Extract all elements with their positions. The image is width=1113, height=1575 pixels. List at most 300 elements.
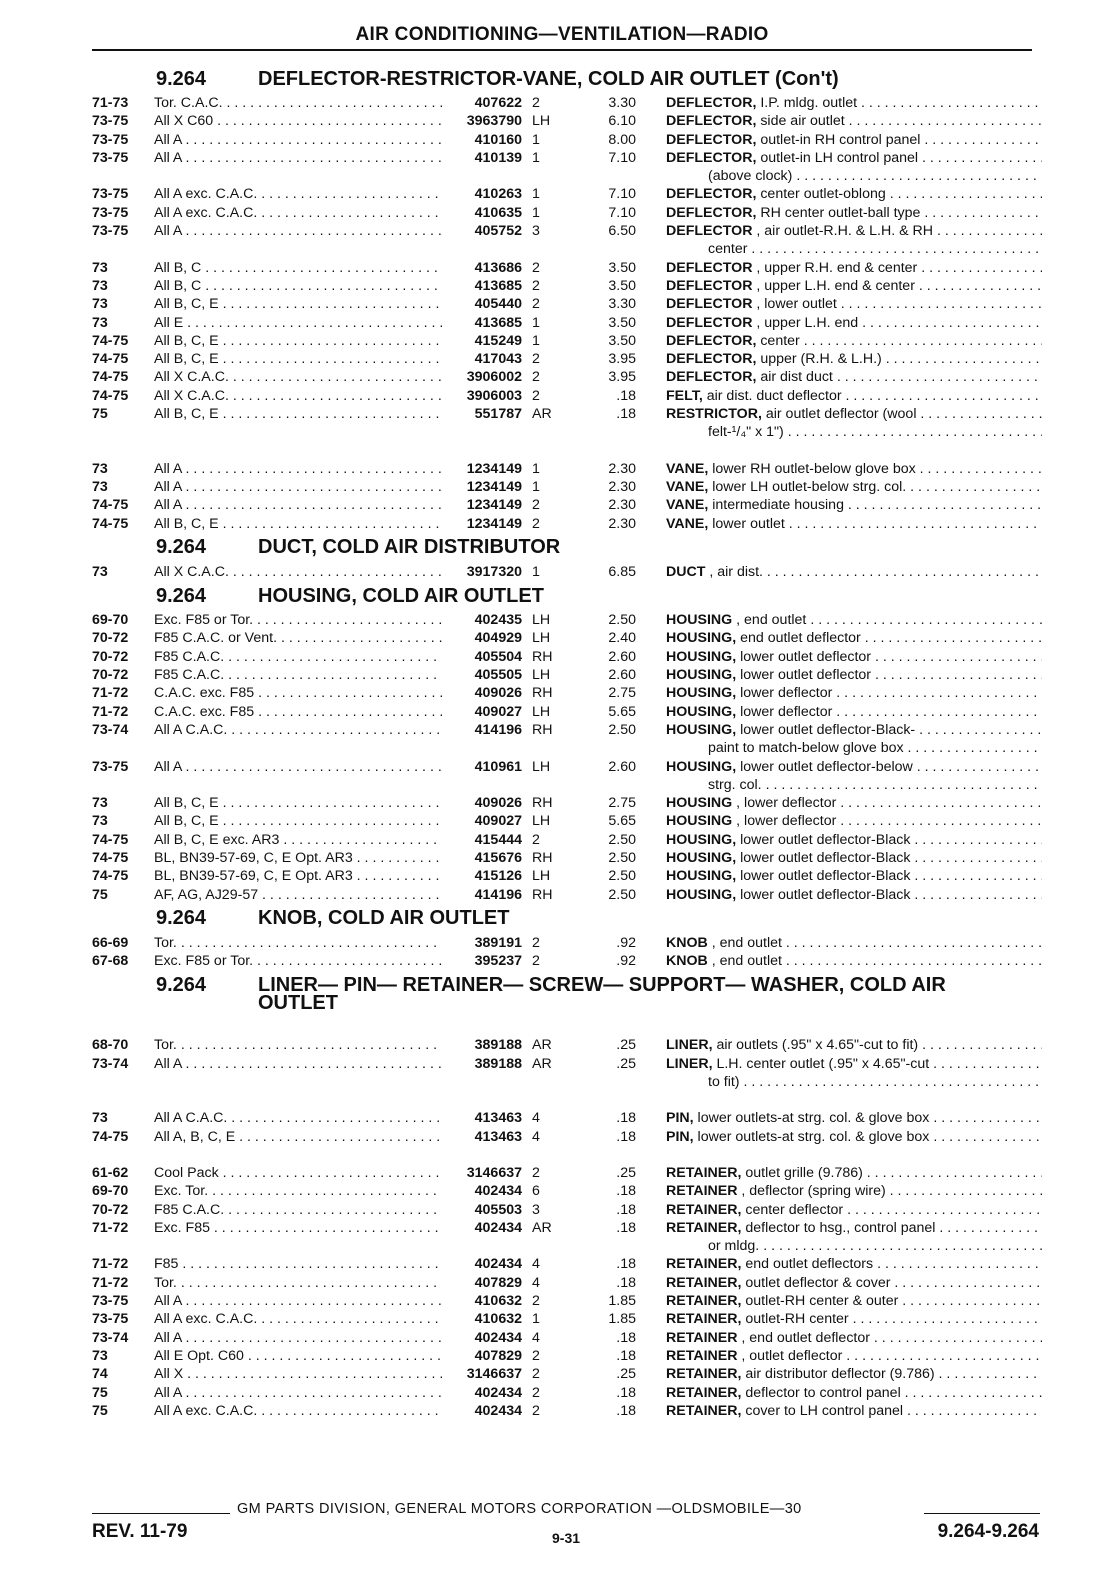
page-number: 9-31 [552,1530,581,1546]
model-text: Tor. [154,1274,177,1291]
description-keyword: HOUSING, [666,886,737,903]
model-text: All B, C, E [154,813,219,830]
model-text: All E [154,314,184,331]
description [636,629,1042,647]
part-row [92,758,1042,776]
empty-cell [154,776,442,794]
part-number: 402434 [474,1256,522,1273]
description-keyword: DEFLECTOR, [666,369,757,386]
description-text: lower outlet deflector-Black [736,831,911,848]
model-text: F85 C.A.C. [154,648,225,665]
price: 2.50 [608,849,636,866]
quantity: 2 [532,1293,540,1310]
model-years: 66-69 [92,934,129,951]
section-title-text: OUTLET [258,992,338,1015]
model-applicability [154,1347,442,1365]
footer-line [92,1501,1040,1523]
description-text: lower LH outlet-below strg. col. [708,478,907,495]
model-applicability [154,952,442,970]
description-keyword: RETAINER [666,1347,738,1364]
description-text: lower outlet deflector-Black- [736,721,916,738]
model-years: 71-72 [92,685,129,702]
row-spacer [92,442,1042,460]
part-number: 414196 [474,721,522,738]
description-continuation [636,776,1042,794]
description-text: , outlet deflector [737,1347,843,1364]
description [636,831,1042,849]
description-text: outlet-RH center [741,1311,849,1328]
description-keyword: VANE, [666,460,709,477]
description-continuation [636,1073,1042,1091]
description-text: lower outlet [708,515,785,532]
description-text: L.H. center outlet (.95" x 4.65"-cut [712,1055,930,1072]
model-text: All A [154,223,182,240]
quantity: RH [532,721,553,738]
model-years: 61-62 [92,1164,129,1181]
quantity: 2 [532,1164,540,1181]
model-applicability [154,204,442,222]
description-text: lower outlet deflector [736,667,872,684]
model-years: 73 [92,460,108,477]
quantity: 1 [532,314,540,331]
model-text: Tor. [154,1037,177,1054]
price: .25 [616,1366,636,1383]
price: 3.95 [608,351,636,368]
description-keyword: VANE, [666,515,709,532]
model-applicability [154,387,442,405]
model-text: All B, C, E [154,406,219,423]
model-applicability [154,666,442,684]
part-number: 407829 [474,1347,522,1364]
parts-listing [92,64,1042,1420]
empty-cell [582,423,636,441]
model-text: All X [154,1366,184,1383]
description-keyword: VANE, [666,478,709,495]
empty-cell [522,739,582,757]
part-number: 3146637 [466,1164,522,1181]
description-continuation-text: to fit) [708,1074,740,1091]
description-keyword: RETAINER, [666,1164,742,1181]
empty-cell [92,739,154,757]
model-applicability [154,849,442,867]
part-row [92,368,1042,386]
part-row [92,131,1042,149]
model-text: All A C.A.C. [154,721,228,738]
part-row [92,1128,1042,1146]
model-text: All A C.A.C. [154,1110,228,1127]
model-text: C.A.C. exc. F85 [154,685,255,702]
model-text: All A [154,131,182,148]
description [636,1402,1042,1420]
price: .18 [616,1128,636,1145]
part-number: 410160 [474,131,522,148]
description-text: center [756,332,800,349]
model-text: BL, BN39-57-69, C, E Opt. AR3 [154,849,353,866]
part-row [92,1329,1042,1347]
part-row [92,1164,1042,1182]
description-keyword: KNOB [666,934,708,951]
row-spacer [92,1146,1042,1164]
model-text: Exc. F85 or Tor. [154,612,254,629]
part-row [92,867,1042,885]
part-row [92,1255,1042,1273]
part-row [92,222,1042,240]
quantity: 2 [532,95,540,111]
price: .18 [616,1274,636,1291]
description-keyword: DEFLECTOR [666,259,753,276]
description-keyword: HOUSING, [666,868,737,885]
model-text: All B, C [154,259,202,276]
part-number: 389188 [474,1055,522,1072]
model-years: 74 [92,1366,108,1383]
part-row [92,794,1042,812]
price: 2.30 [608,460,636,477]
price: .18 [616,387,636,404]
empty-cell [582,1073,636,1091]
empty-cell [582,240,636,258]
description-text: RH center outlet-ball type [756,204,921,221]
model-years: 73 [92,259,108,276]
model-years: 75 [92,406,108,423]
section-heading [92,904,1042,934]
quantity: 2 [532,515,540,532]
description-keyword: HOUSING [666,612,733,629]
description [636,314,1042,332]
model-applicability [154,94,442,112]
quantity: 2 [532,831,540,848]
model-applicability [154,295,442,313]
description-text: lower deflector [736,703,833,720]
model-applicability [154,831,442,849]
model-applicability [154,460,442,478]
model-years: 73-75 [92,186,129,203]
part-number: 395237 [474,953,522,970]
part-row [92,496,1042,514]
description-text: I.P. mldg. outlet [756,95,858,111]
quantity: 4 [532,1256,540,1273]
description [636,1365,1042,1383]
part-row [92,721,1042,739]
section-range: 9.264-9.264 [937,1521,1039,1542]
price: 2.40 [608,630,636,647]
description-keyword: RETAINER, [666,1311,742,1328]
model-applicability [154,629,442,647]
description-keyword: HOUSING, [666,849,737,866]
description-text: , lower deflector [732,813,837,830]
description [636,405,1042,423]
price: 6.50 [608,223,636,240]
price: 3.50 [608,277,636,294]
part-row [92,1219,1042,1237]
description-text: outlet deflector & cover [741,1274,891,1291]
model-applicability [154,1055,442,1073]
section-title [258,585,1042,608]
part-number: 405503 [474,1201,522,1218]
revision-date: REV. 11-79 [92,1521,188,1542]
part-number: 404929 [474,630,522,647]
description-text: , lower deflector [732,795,837,812]
part-number: 402434 [474,1183,522,1200]
section-number: 9.264 [156,584,207,607]
description-text: deflector to hsg., control panel [741,1219,936,1236]
price: 5.65 [608,813,636,830]
description [636,460,1042,478]
description [636,1384,1042,1402]
description [636,812,1042,830]
empty-cell [92,1073,154,1091]
description [636,703,1042,721]
model-applicability [154,1219,442,1237]
quantity: 4 [532,1110,540,1127]
section-number: 9.264 [156,536,207,559]
part-row [92,629,1042,647]
description [636,1329,1042,1347]
header-rule [92,49,1032,51]
description-continuation [636,240,1042,258]
model-text: AF, AG, AJ29-57 [154,886,259,903]
model-applicability [154,515,442,533]
description [636,259,1042,277]
description [636,934,1042,952]
section-title-text: DUCT, COLD AIR DISTRIBUTOR [258,536,561,559]
quantity: 2 [532,259,540,276]
quantity: AR [532,406,552,423]
part-row-continuation [92,240,1042,258]
model-text: All B, C, E [154,296,219,313]
description [636,1164,1042,1182]
quantity: RH [532,849,553,866]
model-years: 70-72 [92,1201,129,1218]
model-years: 73-75 [92,1293,129,1310]
description-keyword: HOUSING, [666,630,737,647]
part-number: 415444 [474,831,522,848]
model-years: 67-68 [92,953,129,970]
description-continuation [636,1237,1042,1255]
description-text: side air outlet [756,113,845,130]
model-years: 74-75 [92,868,129,885]
description-text: cover to LH control panel [741,1402,904,1419]
model-years: 73-75 [92,204,129,221]
model-years: 73-75 [92,223,129,240]
model-applicability [154,721,442,739]
description [636,112,1042,130]
model-text: All B, C, E [154,332,219,349]
part-row [92,387,1042,405]
description [636,1219,1042,1237]
description-text: , end outlet [707,953,782,970]
description-keyword: RETAINER, [666,1274,742,1291]
price: 3.95 [608,369,636,386]
description [636,1128,1042,1146]
model-applicability [154,886,442,904]
quantity: RH [532,886,553,903]
price: 2.50 [608,886,636,903]
quantity: 2 [532,369,540,386]
quantity: 2 [532,296,540,313]
model-applicability [154,684,442,702]
quantity: LH [532,612,551,629]
description-text: outlet-RH center & outer [741,1293,899,1310]
description [636,277,1042,295]
empty-cell [582,167,636,185]
price: 7.10 [608,204,636,221]
empty-cell [92,776,154,794]
description-text: intermediate housing [708,497,844,514]
model-years: 73-74 [92,721,129,738]
description [636,295,1042,313]
description-keyword: DEFLECTOR, [666,332,757,349]
description [636,368,1042,386]
description-text: outlet grille (9.786) [741,1164,863,1181]
description-keyword: DEFLECTOR, [666,113,757,130]
part-row [92,611,1042,629]
description [636,515,1042,533]
model-applicability [154,934,442,952]
price: 2.50 [608,868,636,885]
model-text: All A exc. C.A.C. [154,186,258,203]
description-keyword: DEFLECTOR [666,277,753,294]
part-row-continuation [92,423,1042,441]
description-text: lower outlet deflector-below [736,758,913,775]
model-text: All B, C [154,277,202,294]
description [636,1255,1042,1273]
description-keyword: RETAINER [666,1329,738,1346]
model-years: 73 [92,277,108,294]
price: .18 [616,1256,636,1273]
empty-cell [92,240,154,258]
price: .18 [616,1402,636,1419]
part-row [92,563,1042,581]
section-title [258,68,1042,91]
footer-rule [92,1513,230,1514]
section-title [258,536,1042,559]
description [636,496,1042,514]
quantity: 4 [532,1128,540,1145]
quantity: 1 [532,332,540,349]
description-text: , upper R.H. end & center [752,259,918,276]
model-years: 73 [92,478,108,495]
quantity: 2 [532,953,540,970]
model-years: 70-72 [92,630,129,647]
description [636,867,1042,885]
quantity: AR [532,1037,552,1054]
part-number: 417043 [474,351,522,368]
part-row [92,478,1042,496]
model-years: 71-72 [92,703,129,720]
price: .18 [616,1347,636,1364]
part-row [92,259,1042,277]
price: 2.75 [608,685,636,702]
description [636,611,1042,629]
model-years: 73 [92,1110,108,1127]
part-number: 410632 [474,1293,522,1310]
description [636,886,1042,904]
empty-cell [92,1237,154,1255]
description [636,684,1042,702]
quantity: LH [532,630,551,647]
part-row [92,405,1042,423]
model-years: 73-75 [92,149,129,166]
price: 3.30 [608,95,636,111]
price: 2.60 [608,667,636,684]
model-years: 73-74 [92,1329,129,1346]
quantity: 2 [532,934,540,951]
price: .92 [616,934,636,951]
description [636,1310,1042,1328]
quantity: 4 [532,1329,540,1346]
empty-cell [154,240,442,258]
description-text: , upper L.H. end & center [752,277,915,294]
empty-cell [522,240,582,258]
description [636,648,1042,666]
quantity: 1 [532,563,540,580]
part-row [92,952,1042,970]
model-text: All B, C, E [154,351,219,368]
row-spacer [92,1091,1042,1109]
description [636,1055,1042,1073]
model-text: All A [154,758,182,775]
part-number: 3917320 [466,563,522,580]
model-years: 73-75 [92,758,129,775]
empty-cell [522,776,582,794]
model-applicability [154,703,442,721]
row-spacer [92,1018,1042,1036]
model-years: 74-75 [92,332,129,349]
section-title-text: DEFLECTOR-RESTRICTOR-VANE, COLD AIR OUTLET (Con't) [258,67,839,90]
description-keyword: LINER, [666,1037,713,1054]
description-keyword: DEFLECTOR, [666,149,757,166]
description-text: lower outlets-at strg. col. & glove box [693,1110,930,1127]
part-row-continuation [92,167,1042,185]
part-row [92,1292,1042,1310]
description-continuation-text: strg. col. [708,776,762,793]
description [636,332,1042,350]
section-heading [92,533,1042,563]
part-number: 413463 [474,1110,522,1127]
model-text: All X C60 [154,113,214,130]
quantity: 3 [532,223,540,240]
quantity: 2 [532,497,540,514]
description-text: center outlet-oblong [756,186,886,203]
model-text: F85 C.A.C. [154,1201,225,1218]
description-keyword: PIN, [666,1128,694,1145]
empty-cell [442,1237,522,1255]
model-applicability [154,1384,442,1402]
price: 2.60 [608,648,636,665]
part-number: 402434 [474,1219,522,1236]
price: .18 [616,1183,636,1200]
part-number: 402435 [474,612,522,629]
description [636,204,1042,222]
model-years: 71-72 [92,1219,129,1236]
description-keyword: DEFLECTOR [666,296,753,313]
model-years: 74-75 [92,369,129,386]
model-text: All X C.A.C. [154,563,229,580]
quantity: LH [532,758,551,775]
price: .18 [616,1201,636,1218]
description-keyword: VANE, [666,497,709,514]
quantity: AR [532,1055,552,1072]
part-row [92,1365,1042,1383]
part-number: 3146637 [466,1366,522,1383]
part-row [92,703,1042,721]
quantity: 2 [532,1366,540,1383]
model-applicability [154,332,442,350]
description-keyword: HOUSING, [666,685,737,702]
part-number: 405504 [474,648,522,665]
quantity: LH [532,113,551,130]
description-text: , air dist. [705,563,763,580]
